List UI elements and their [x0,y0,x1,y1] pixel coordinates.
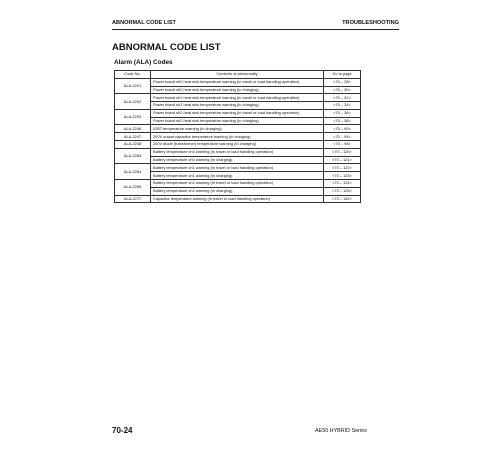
table-row [115,187,361,195]
header-chapter-title: TROUBLESHOOTING [342,20,399,26]
table-row [115,141,361,149]
column-header-contents: Contents of abnormality [151,71,324,79]
table-row [115,133,361,141]
description-cell: Battery temperature ch1 warning (In travel or load handling operation) [151,164,324,172]
header-section-title: ABNORMAL CODE LIST [112,20,176,26]
code-cell: ALA-2265 [115,179,151,195]
table-row [115,86,361,94]
description-cell: 200V diode (transformer) temperature warning (In charging) [151,141,324,149]
description-cell: Capacitor temperature warning (In travel or load handling operation) [151,195,324,203]
page-ref-cell: <70 – 34> [324,102,361,110]
table-row [115,148,361,156]
table-row [115,109,361,117]
description-cell: Battery temperature ch2 warning (In charging) [151,187,324,195]
column-header-code: Code No. [115,71,151,79]
description-cell: Battery temperature ch2 warning (In travel or load handling operation) [151,179,324,187]
page-title: ABNORMAL CODE LIST [112,42,221,53]
page-number: 70-24 [112,426,133,435]
table-row [115,94,361,102]
table-row [115,179,361,187]
table-row [115,156,361,164]
code-cell: ALA-2201 [115,78,151,94]
description-cell: Power board sh2 heat sink temperature warning (In travel or load handling operation) [151,109,324,117]
table-row [115,125,361,133]
page-ref-cell: <70 – 124> [324,179,361,187]
code-cell: ALA-2263 [115,148,151,164]
table-body [115,78,361,203]
column-header-page: Go to page [324,71,361,79]
description-cell: Battery temperature ch0 warning (In charging) [151,156,324,164]
table-row [115,102,361,110]
code-cell: ALA-2264 [115,164,151,180]
code-cell: ALA-2203 [115,109,151,125]
alarm-code-table [114,70,361,203]
description-cell: IGBT temperature warning (In charging) [151,125,324,133]
description-cell: Power board sh1 heat sink temperature warning (In charging) [151,102,324,110]
page-ref-cell: <70 – 120> [324,148,361,156]
page-ref-cell: <70 – 36> [324,109,361,117]
page-ref-cell: <70 – 28> [324,78,361,86]
code-cell: ALA-2277 [115,195,151,203]
description-cell: Power board sh1 heat sink temperature warning (In travel or load handling operation) [151,94,324,102]
page-ref-cell: <70 – 122> [324,164,361,172]
page-ref-cell: <70 – 98> [324,141,361,149]
page-ref-cell: <70 – 32> [324,94,361,102]
table-row [115,172,361,180]
page-ref-cell: <70 – 30> [324,86,361,94]
page-ref-cell: <70 – 90> [324,125,361,133]
running-header [112,19,399,30]
page-ref-cell: <70 – 94> [324,133,361,141]
page-ref-cell: <70 – 123> [324,172,361,180]
section-subtitle: Alarm (ALA) Codes [114,59,173,66]
table-row [115,164,361,172]
page-ref-cell: <70 – 125> [324,187,361,195]
table-row [115,117,361,125]
description-cell: Power board sh0 heat sink temperature warning (In travel or load handling operation) [151,78,324,86]
table-row [115,195,361,203]
description-cell: Battery temperature ch0 warning (In travel or load handling operation) [151,148,324,156]
code-cell: ALA-2247 [115,133,151,141]
description-cell: 200V output capacitor temperature warning (In charging) [151,133,324,141]
description-cell: Power board sh2 heat sink temperature warning (In charging) [151,117,324,125]
series-name: AE50 HYBRID Series [315,428,367,434]
page-ref-cell: <70 – 121> [324,156,361,164]
table-row [115,78,361,86]
page-ref-cell: <70 – 142> [324,195,361,203]
code-cell: ALA-2202 [115,94,151,110]
code-cell: ALA-2246 [115,125,151,133]
description-cell: Power board sh0 heat sink temperature warning (In charging) [151,86,324,94]
description-cell: Battery temperature ch1 warning (In charging) [151,172,324,180]
page-ref-cell: <70 – 38> [324,117,361,125]
table-header-row [115,71,361,79]
code-cell: ALA-2248 [115,141,151,149]
